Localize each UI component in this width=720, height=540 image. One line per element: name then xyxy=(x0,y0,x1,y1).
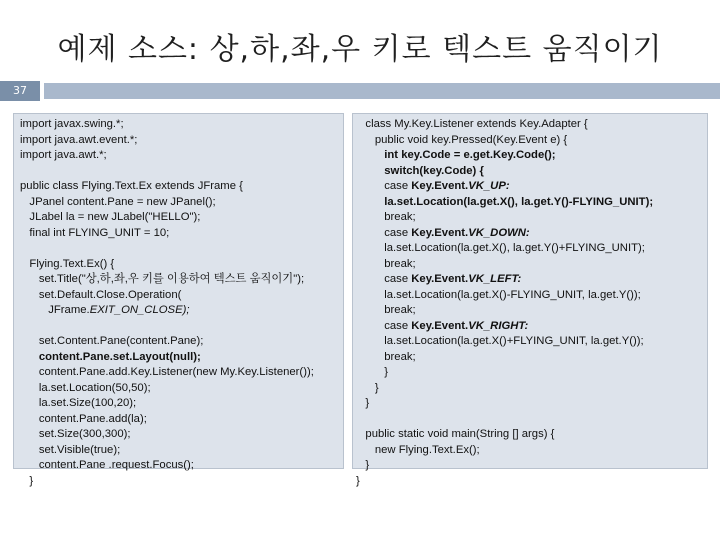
code-segment: public void key.Pressed(Key.Event e) { xyxy=(356,133,568,146)
code-line xyxy=(356,257,707,273)
page-number: 37 xyxy=(0,81,40,101)
code-line xyxy=(356,381,707,397)
code-line xyxy=(20,133,343,149)
code-segment: break; xyxy=(356,350,416,363)
code-line xyxy=(356,241,707,257)
code-segment: Key.Event. xyxy=(411,226,469,239)
code-line xyxy=(356,226,707,242)
code-line xyxy=(356,272,707,288)
code-segment: VK_RIGHT: xyxy=(468,319,529,332)
code-segment: set.Size(300,300); xyxy=(20,428,131,440)
code-line xyxy=(20,164,343,180)
code-line xyxy=(20,334,343,350)
code-line xyxy=(20,148,343,164)
code-segment: public class Flying.Text.Ex extends JFrame { xyxy=(20,180,243,192)
code-segment: VK_LEFT: xyxy=(468,273,522,285)
code-block-right xyxy=(352,113,708,487)
code-segment: content.Pane.add.Key.Listener(new My.Key.Listener()); xyxy=(20,366,314,378)
code-segment: VK_UP: xyxy=(468,180,510,192)
code-line xyxy=(356,350,707,366)
code-line xyxy=(20,319,343,335)
code-segment: set.Title("상,하,좌,우 키를 이용하여 텍스트 움직이기"); xyxy=(20,273,305,285)
code-segment: set.Content.Pane(content.Pane); xyxy=(20,335,204,347)
code-segment: JFrame. xyxy=(20,304,90,316)
code-line xyxy=(20,257,343,273)
code-segment: case xyxy=(356,226,412,239)
code-line xyxy=(20,226,343,242)
code-segment: Key.Event. xyxy=(411,273,469,285)
code-line xyxy=(20,427,343,443)
code-segment: set.Default.Close.Operation( xyxy=(20,288,182,301)
code-segment: EXIT_ON_CLOSE); xyxy=(89,304,190,316)
code-segment: import java.awt.event.*; xyxy=(20,133,138,146)
code-line xyxy=(20,210,343,226)
code-segment: set.Visible(true); xyxy=(20,443,121,456)
code-segment: import java.awt.*; xyxy=(20,149,107,161)
code-line xyxy=(356,474,707,490)
code-line xyxy=(20,443,343,459)
code-segment: case xyxy=(356,180,412,192)
code-segment: content.Pane .request.Focus(); xyxy=(20,459,194,471)
code-segment: switch(key.Code) { xyxy=(356,164,484,177)
code-line xyxy=(356,117,707,133)
code-segment: la.set.Size(100,20); xyxy=(20,397,137,409)
code-line xyxy=(20,241,343,257)
code-block-left xyxy=(13,113,344,487)
code-line xyxy=(20,474,343,490)
code-segment: JPanel content.Pane = new JPanel(); xyxy=(20,195,216,208)
code-line xyxy=(356,396,707,412)
code-line xyxy=(20,396,343,412)
code-segment: final int FLYING_UNIT = 10; xyxy=(20,226,170,239)
code-segment: content.Pane.add(la); xyxy=(20,412,147,425)
code-segment: } xyxy=(356,474,360,487)
code-segment: break; xyxy=(356,304,416,316)
code-segment: content.Pane.set.Layout(null); xyxy=(20,350,201,363)
code-line xyxy=(356,427,707,443)
code-segment: class My.Key.Listener extends Key.Adapter { xyxy=(356,118,588,130)
code-segment: break; xyxy=(356,257,416,270)
code-line xyxy=(20,350,343,366)
code-line xyxy=(20,458,343,474)
code-line xyxy=(356,365,707,381)
code-segment: la.set.Location(50,50); xyxy=(20,381,151,394)
code-line xyxy=(356,164,707,180)
code-line xyxy=(356,195,707,211)
code-line xyxy=(20,179,343,195)
code-segment: VK_DOWN: xyxy=(468,226,530,239)
code-line xyxy=(356,412,707,428)
code-segment: la.set.Location(la.get.X(), la.get.Y()-FLYING_UNIT); xyxy=(356,195,654,208)
code-line xyxy=(356,179,707,195)
code-segment: case xyxy=(356,273,412,285)
code-segment: JLabel la = new JLabel("HELLO"); xyxy=(20,211,201,223)
code-segment: break; xyxy=(356,211,416,223)
code-line xyxy=(356,458,707,474)
code-line xyxy=(20,381,343,397)
code-line xyxy=(20,365,343,381)
code-line xyxy=(20,117,343,133)
code-line xyxy=(20,272,343,288)
code-segment: int key.Code = e.get.Key.Code(); xyxy=(356,149,556,161)
slide-header-bar xyxy=(0,81,720,101)
slide-title: 예제 소스: 상,하,좌,우 키로 텍스트 움직이기 xyxy=(57,32,663,67)
header-stripe xyxy=(44,83,720,99)
code-segment: } xyxy=(356,397,370,409)
code-segment: Flying.Text.Ex() { xyxy=(20,257,115,270)
code-line xyxy=(20,412,343,428)
code-line xyxy=(20,195,343,211)
code-segment: new Flying.Text.Ex(); xyxy=(356,443,480,456)
code-line xyxy=(356,443,707,459)
code-segment: } xyxy=(20,474,34,487)
code-line xyxy=(356,148,707,164)
code-segment: la.set.Location(la.get.X(), la.get.Y()+FLYING_UNIT); xyxy=(356,242,645,254)
code-segment: la.set.Location(la.get.X()-FLYING_UNIT, la.get.Y()); xyxy=(356,288,641,301)
code-segment: } xyxy=(356,366,389,378)
code-line xyxy=(356,288,707,304)
code-segment: la.set.Location(la.get.X()+FLYING_UNIT, la.get.Y()); xyxy=(356,335,644,347)
code-line xyxy=(356,334,707,350)
code-segment: Key.Event. xyxy=(411,180,469,192)
code-segment: } xyxy=(356,381,379,394)
code-line xyxy=(356,319,707,335)
code-segment: case xyxy=(356,319,412,332)
code-line xyxy=(356,133,707,149)
code-line xyxy=(20,288,343,304)
code-line xyxy=(356,210,707,226)
code-segment: } xyxy=(356,459,370,471)
code-segment: Key.Event. xyxy=(411,319,469,332)
code-line xyxy=(20,303,343,319)
code-segment: public static void main(String [] args) { xyxy=(356,428,555,440)
code-line xyxy=(356,303,707,319)
code-segment: import javax.swing.*; xyxy=(20,118,124,130)
